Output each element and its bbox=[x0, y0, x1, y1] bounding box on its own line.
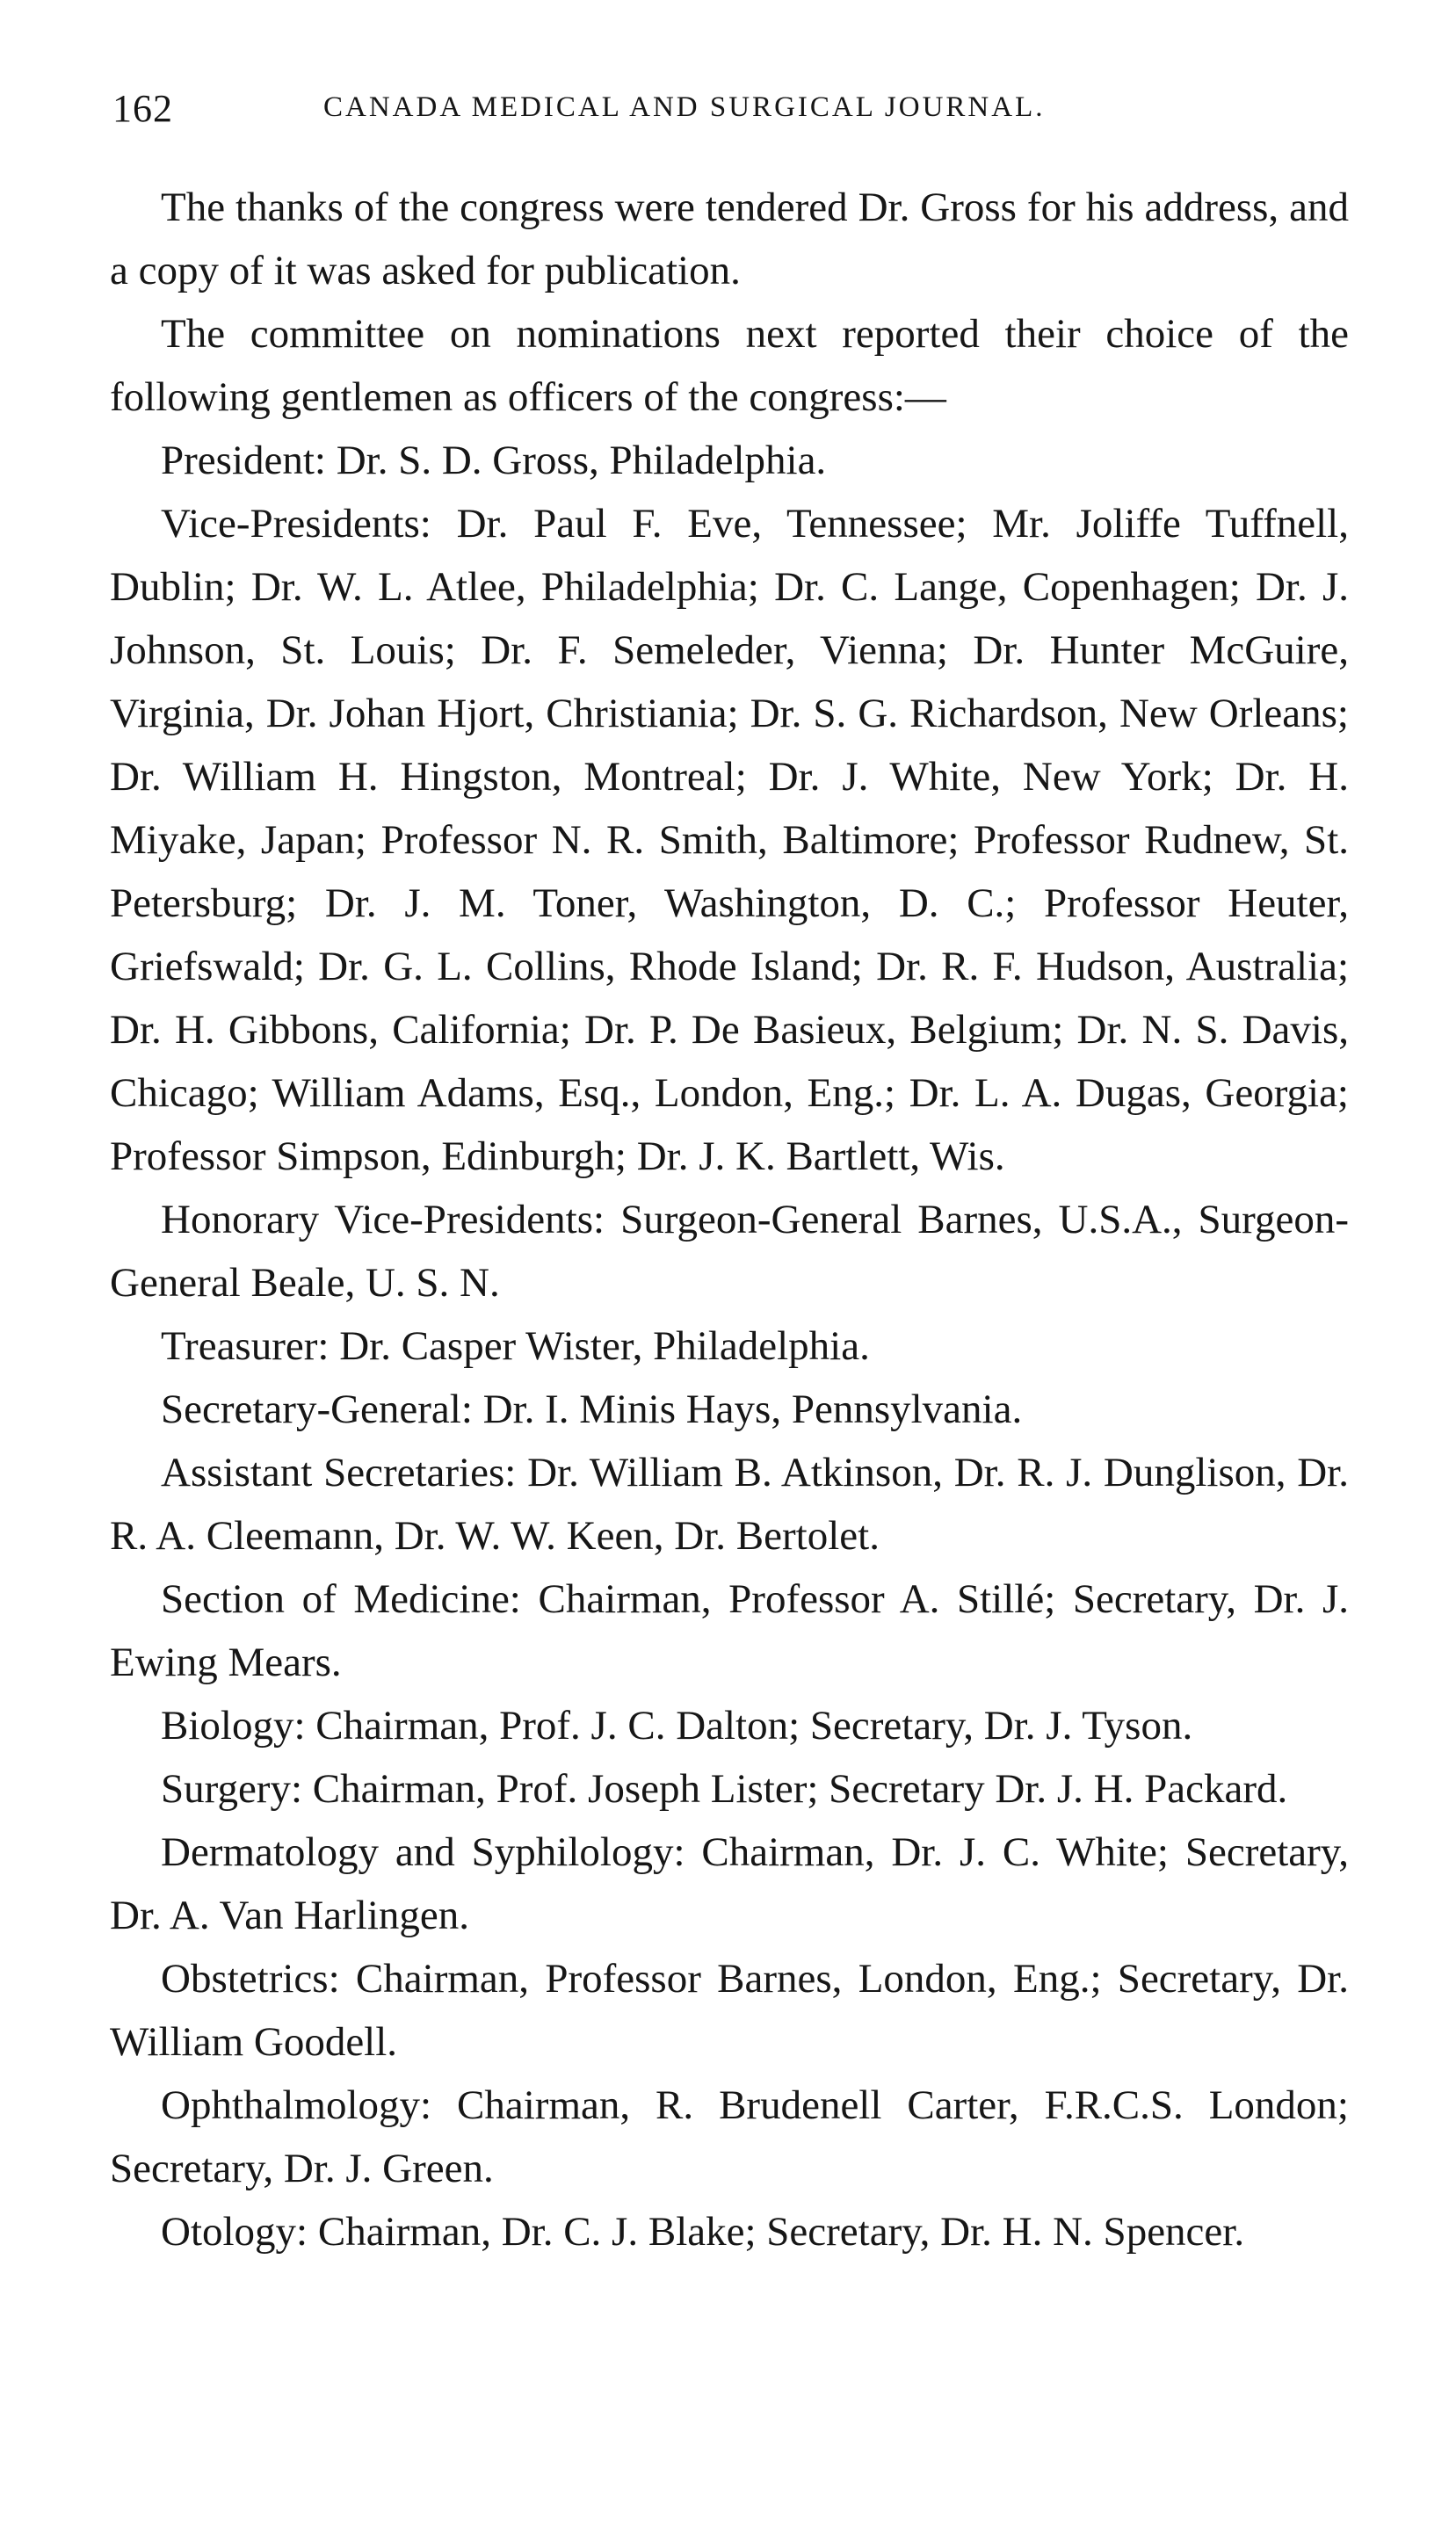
page-header bbox=[112, 86, 1378, 139]
paragraph-assistant-secretaries: Assistant Secretaries: Dr. William B. Atkinson, Dr. R. J. Dunglison, Dr. R. A. Cleemann, Dr. W. W. Keen, Dr. Bertolet. bbox=[110, 1450, 1349, 1559]
body-text bbox=[110, 176, 1349, 2263]
paragraph-surgery: Surgery: Chairman, Prof. Joseph Lister; Secretary Dr. J. H. Packard. bbox=[161, 1766, 1288, 1812]
paragraph-vice-presidents: Vice-Presidents: Dr. Paul F. Eve, Tennessee; Mr. Joliffe Tuffnell, Dublin; Dr. W. L. Atlee, Philadelphia; Dr. C. Lange, Copenhagen; Dr. J. Johnson, St. Louis; Dr. F. Semeleder, Vienna; Dr. Hunter McGuire, Virginia, Dr. Johan Hjort, Christiania; Dr. S. G. Richardson, New Orleans; Dr. William H. Hingston, Montreal; Dr. J. White, New York; Dr. H. Miyake, Japan; Professor N. R. Smith, Baltimore; Professor Rudnew, St. Petersburg; Dr. J. M. Toner, Washington, D. C.; Professor Heuter, Griefswald; Dr. G. L. Collins, Rhode Island; Dr. R. F. Hudson, Australia; Dr. H. Gibbons, California; Dr. P. De Basieux, Belgium; Dr. N. S. Davis, Chicago; William Adams, Esq., London, Eng.; Dr. L. A. Dugas, Georgia; Professor Simpson, Edinburgh; Dr. J. K. Bartlett, Wis. bbox=[110, 501, 1349, 1179]
paragraph-secretary-general: Secretary-General: Dr. I. Minis Hays, Pennsylvania. bbox=[161, 1387, 1023, 1432]
paragraph-ophthalmology: Ophthalmology: Chairman, R. Brudenell Carter, F.R.C.S. London; Secretary, Dr. J. Green. bbox=[110, 2082, 1349, 2191]
paragraph-biology: Biology: Chairman, Prof. J. C. Dalton; Secretary, Dr. J. Tyson. bbox=[161, 1703, 1193, 1749]
running-head: CANADA MEDICAL AND SURGICAL JOURNAL. bbox=[323, 91, 1046, 123]
paragraph-nominations: The committee on nominations next reported their choice of the following gentlemen as officers of the congress:— bbox=[110, 311, 1349, 420]
paragraph-section-medicine: Section of Medicine: Chairman, Professor A. Stillé; Secretary, Dr. J. Ewing Mears. bbox=[110, 1576, 1349, 1685]
paragraph-thanks: The thanks of the congress were tendered Dr. Gross for his address, and a copy of it was asked for publication. bbox=[110, 185, 1349, 293]
paragraph-treasurer: Treasurer: Dr. Casper Wister, Philadelphia. bbox=[161, 1323, 870, 1369]
page-number: 162 bbox=[112, 87, 173, 130]
paragraph-otology: Otology: Chairman, Dr. C. J. Blake; Secretary, Dr. H. N. Spencer. bbox=[161, 2209, 1245, 2255]
paragraph-obstetrics: Obstetrics: Chairman, Professor Barnes, London, Eng.; Secretary, Dr. William Goodell. bbox=[110, 1956, 1349, 2065]
paragraph-president: President: Dr. S. D. Gross, Philadelphia. bbox=[161, 438, 827, 483]
paragraph-dermatology: Dermatology and Syphilology: Chairman, Dr. J. C. White; Secretary, Dr. A. Van Harlingen. bbox=[110, 1829, 1349, 1938]
paragraph-honorary-vice-presidents: Honorary Vice-Presidents: Surgeon-General Barnes, U.S.A., Surgeon-General Beale, U. S. N. bbox=[110, 1197, 1349, 1306]
